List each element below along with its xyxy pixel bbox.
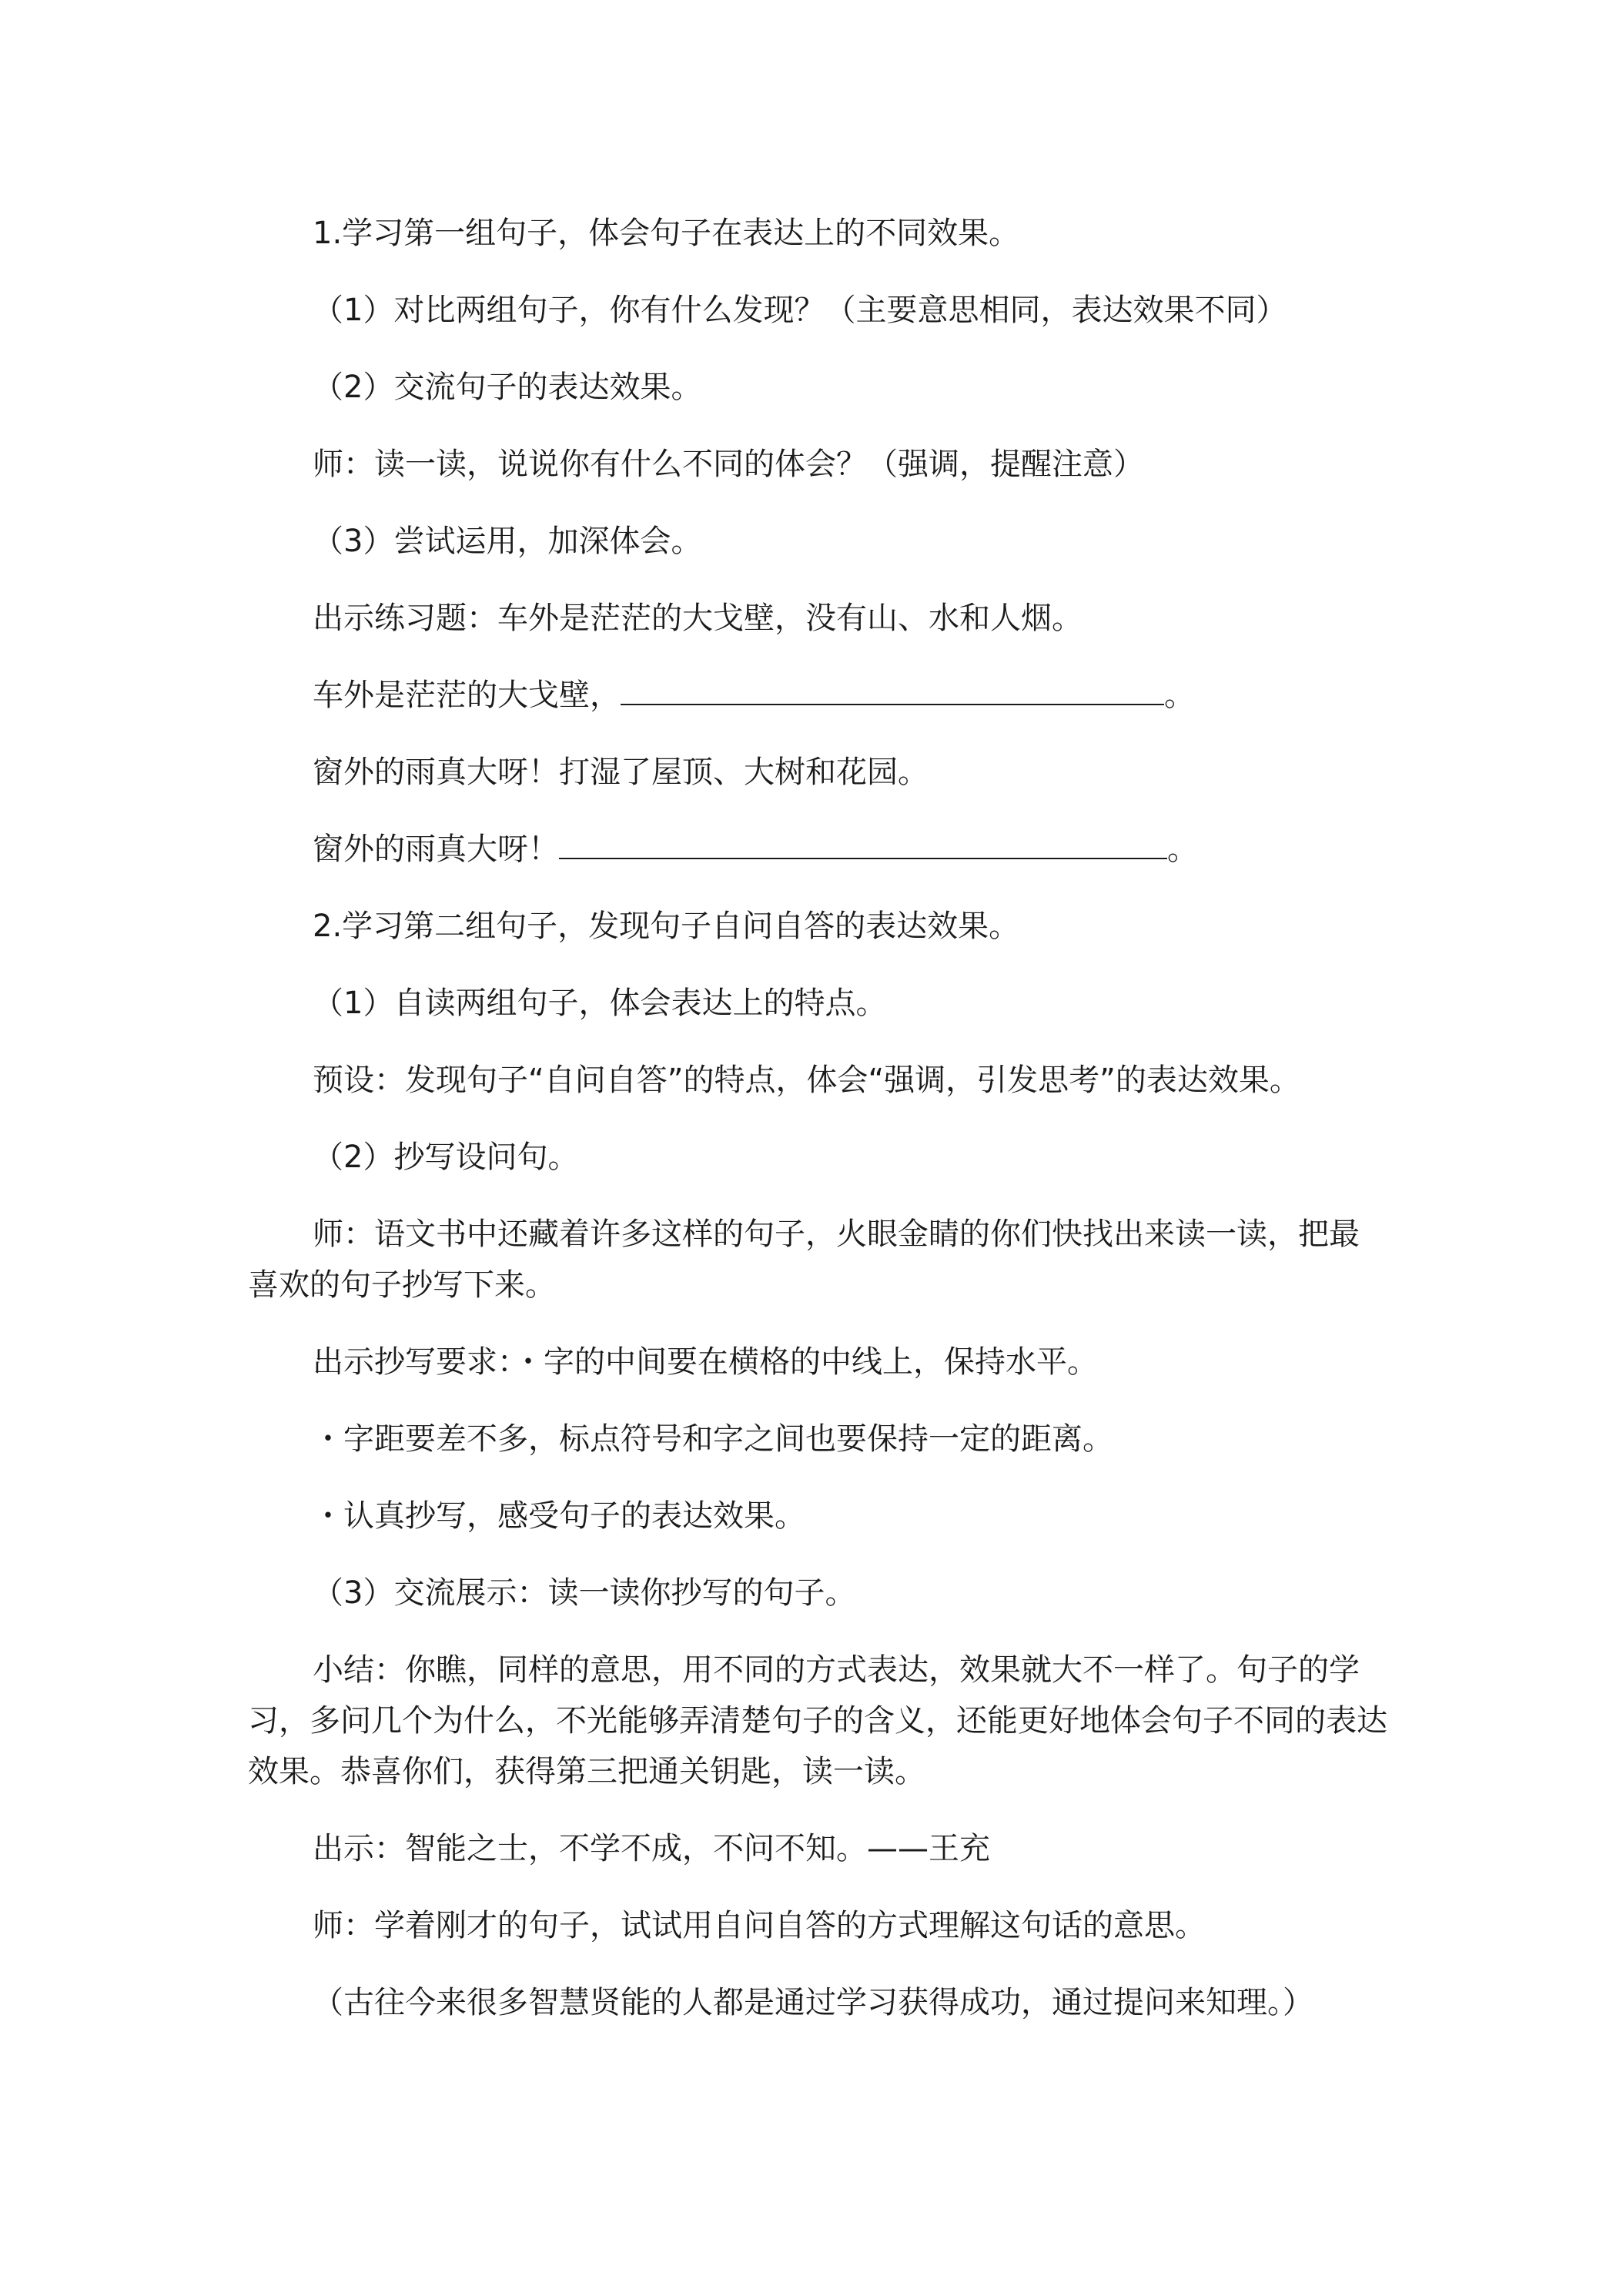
step-1-1: （1）对比两组句子，你有什么发现？（主要意思相同，表达效果不同） xyxy=(313,293,1287,328)
step-2-3: （3）交流展示：读一读你抄写的句子。 xyxy=(313,1575,856,1611)
copy-requirement-2: ・字距要差不多，标点符号和字之间也要保持一定的距离。 xyxy=(313,1421,1113,1457)
step-1-3: （3）尝试运用，加深体会。 xyxy=(313,524,702,559)
document-body xyxy=(248,208,1387,2054)
teacher-prompt-2: 师：语文书中还藏着许多这样的句子，火眼金睛的你们快找出来读一读，把最喜欢的句子抄写下来。 xyxy=(248,1217,1360,1303)
quote-line: 出示：智能之士，不学不成，不问不知。——王充 xyxy=(313,1831,990,1866)
summary-paragraph: 小结：你瞧，同样的意思，用不同的方式表达，效果就大不一样了。句子的学习，多问几个为什么，不光能够弄清楚句子的含义，还能更好地体会句子不同的表达效果。恭喜你们，获得第三把通关钥匙，读一读。 xyxy=(248,1652,1387,1789)
fill-blank-1 xyxy=(621,670,1164,705)
exercise-fill-suffix-2: 。 xyxy=(1167,832,1198,867)
section-heading-1: 1.学习第一组句子，体会句子在表达上的不同效果。 xyxy=(313,216,1020,251)
exercise-fill-line-1 xyxy=(248,670,1387,721)
copy-requirement-3: ・认真抄写，感受句子的表达效果。 xyxy=(313,1498,805,1534)
exercise-fill-suffix-1: 。 xyxy=(1164,678,1195,713)
exercise-fill-prefix-1: 车外是茫茫的大戈壁， xyxy=(313,678,621,713)
copy-requirement-1: 出示抄写要求：・字的中间要在横格的中线上，保持水平。 xyxy=(313,1344,1098,1380)
step-2-2: （2）抄写设问句。 xyxy=(313,1140,579,1175)
teacher-prompt-3: 师：学着刚才的句子，试试用自问自答的方式理解这句话的意思。 xyxy=(313,1908,1206,1943)
section-heading-2: 2.学习第二组句子，发现句子自问自答的表达效果。 xyxy=(313,909,1020,944)
exercise-sentence-2: 窗外的雨真大呀！打湿了屋顶、大树和花园。 xyxy=(313,755,929,790)
fill-blank-2 xyxy=(559,824,1167,859)
exercise-fill-line-2 xyxy=(248,824,1387,875)
exercise-fill-prefix-2: 窗外的雨真大呀！ xyxy=(313,832,559,867)
step-2-1: （1）自读两组句子，体会表达上的特点。 xyxy=(313,986,887,1021)
teacher-prompt-1: 师：读一读，说说你有什么不同的体会？（强调，提醒注意） xyxy=(313,447,1144,482)
exercise-sentence-1: 出示练习题：车外是茫茫的大戈壁，没有山、水和人烟。 xyxy=(313,601,1083,636)
preset-note: 预设：发现句子“自问自答”的特点，体会“强调，引发思考”的表达效果。 xyxy=(313,1063,1300,1098)
step-1-2: （2）交流句子的表达效果。 xyxy=(313,370,702,405)
answer-note: （古往今来很多智慧贤能的人都是通过学习获得成功，通过提问来知理。） xyxy=(313,1985,1313,2020)
